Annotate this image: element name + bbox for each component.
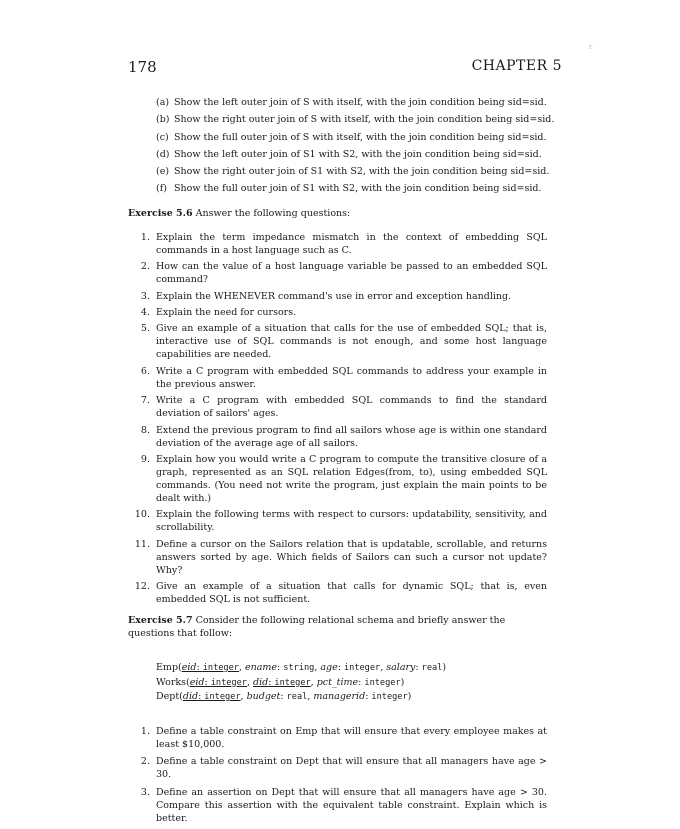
exercise-intro: Consider the following relational schema and briefly answer the questions that follow: <box>128 615 506 640</box>
schema-relation: Dept(did: integer, budget: real, managerid: integer) <box>156 691 412 703</box>
question-number: 1. <box>140 231 150 243</box>
field-name: managerid <box>313 691 366 703</box>
subpart-list <box>128 96 555 200</box>
subpart-text: Show the left outer join of S1 with S2, with the join condition being sid=sid. <box>174 148 542 160</box>
field-name: age <box>320 662 338 674</box>
field-name: did <box>252 676 269 688</box>
subpart-text: Show the full outer join of S with itself, with the join condition being sid=sid. <box>174 131 547 143</box>
subpart-item <box>156 182 547 199</box>
page-content <box>128 96 555 829</box>
field-type: integer <box>274 677 311 688</box>
schema-field: age: integer <box>320 662 381 674</box>
question-item <box>128 290 547 303</box>
question-text: Give an example of a situation that calls for the use of embedded SQL; that is, interactive use of SQL commands is not enough, and some host language capabilities are needed. <box>156 323 547 361</box>
field-type: real <box>286 692 308 703</box>
question-text: Explain how you would write a C program to compute the transitive closure of a graph, represented as an SQL relation Edges(from, to), using embedded SQL commands. (You need not write the program, just explain the main points to be dealt with.) <box>156 453 547 504</box>
schema-relation: Works(eid: integer, did: integer, pct_time: integer) <box>156 676 405 688</box>
subpart-item <box>156 113 555 130</box>
field-type: real <box>421 663 443 674</box>
subpart-item <box>156 165 550 182</box>
field-name: ename <box>245 662 278 674</box>
question-item <box>128 322 547 361</box>
schema-relation: Emp(eid: integer, ename: string, age: integer, salary: real) <box>156 662 447 674</box>
subpart-label: (b) <box>156 114 170 126</box>
question-number: 3. <box>140 290 150 302</box>
page-header <box>128 58 562 78</box>
field-name: salary <box>386 662 416 674</box>
question-number: 2. <box>140 756 150 768</box>
relation-name: Works <box>156 676 187 688</box>
question-text: Write a C program with embedded SQL commands to find the standard deviation of sailors' ages. <box>156 395 547 420</box>
schema-field: eid: integer <box>181 662 239 674</box>
exercise-5-7 <box>128 614 547 825</box>
question-item <box>128 306 547 319</box>
subpart-text: Show the right outer join of S1 with S2, with the join condition being sid=sid. <box>174 166 550 178</box>
chapter-heading: CHAPTER 5 <box>471 58 562 74</box>
question-number: 6. <box>140 365 150 377</box>
subpart-label: (d) <box>156 148 170 160</box>
question-number: 11. <box>134 538 150 550</box>
question-text: How can the value of a host language variable be passed to an embedded SQL command? <box>156 261 547 286</box>
schema-field: salary: real <box>386 662 443 674</box>
question-item <box>128 786 547 825</box>
question-number: 3. <box>140 786 150 798</box>
question-text: Explain the WHENEVER command's use in error and exception handling. <box>156 290 512 302</box>
question-number: 1. <box>140 725 150 737</box>
field-type: integer <box>371 692 408 703</box>
schema-field: did: integer <box>182 691 241 703</box>
question-number: 4. <box>140 306 150 318</box>
question-text: Explain the need for cursors. <box>156 306 297 318</box>
subpart-label: (f) <box>156 183 167 195</box>
question-item <box>128 453 547 505</box>
field-name: eid <box>189 676 205 688</box>
question-number: 12. <box>134 581 150 593</box>
schema-field: budget: real <box>246 691 308 703</box>
subpart-text: Show the right outer join of S with itself, with the join condition being sid=sid. <box>174 114 555 126</box>
subpart-item <box>156 131 547 148</box>
field-type: integer <box>202 663 239 674</box>
question-item <box>128 508 547 534</box>
field-type: string <box>283 663 315 674</box>
exercise-5-6 <box>128 207 547 606</box>
schema-field: managerid: integer <box>313 691 408 703</box>
question-item <box>128 365 547 391</box>
question-list <box>128 725 547 825</box>
exercise-title: Exercise 5.6 <box>128 207 193 219</box>
field-name: eid <box>181 662 197 674</box>
question-number: 8. <box>140 424 150 436</box>
relation-name: Dept <box>156 691 180 703</box>
question-number: 10. <box>134 509 150 521</box>
subpart-label: (c) <box>156 131 169 143</box>
question-number: 5. <box>140 323 150 335</box>
question-text: Define a table constraint on Dept that will ensure that all managers have age > 30. <box>156 756 547 781</box>
question-number: 2. <box>140 261 150 273</box>
relational-schema <box>156 661 547 705</box>
question-item <box>128 394 547 420</box>
schema-field: pct_time: integer <box>316 676 401 688</box>
question-item <box>128 260 547 286</box>
field-type: integer <box>343 663 381 674</box>
question-item <box>128 424 547 450</box>
page-number: 178 <box>128 58 157 76</box>
field-name: did <box>182 691 199 703</box>
question-text: Extend the previous program to find all sailors whose age is within one standard deviation of the average age of all sailors. <box>156 424 547 449</box>
schema-field: eid: integer <box>189 676 247 688</box>
question-text: Explain the term impedance mismatch in the context of embedding SQL commands in a host language such as C. <box>156 231 547 256</box>
question-item <box>128 580 547 606</box>
field-name: pct_time <box>316 676 359 688</box>
field-type: integer <box>204 692 241 703</box>
scan-speck: r <box>589 43 593 51</box>
schema-field: did: integer <box>252 676 311 688</box>
exercise-title: Exercise 5.7 <box>128 615 193 627</box>
question-text: Write a C program with embedded SQL commands to address your example in the previous answer. <box>156 365 547 390</box>
question-text: Define a cursor on the Sailors relation that is updatable, scrollable, and returns answers sorted by age. Which fields of Sailors can such a cursor not update? Why? <box>156 538 547 576</box>
question-text: Define a table constraint on Emp that will ensure that every employee makes at least $10,000. <box>156 725 547 750</box>
question-text: Define an assertion on Dept that will ensure that all managers have age > 30. Compare this assertion with the equivalent table constraint. Explain which is better. <box>156 786 547 824</box>
question-text: Give an example of a situation that calls for dynamic SQL; that is, even embedded SQL is not sufficient. <box>156 581 547 606</box>
question-item <box>128 538 547 577</box>
subpart-item <box>156 148 547 165</box>
exercise-intro: Answer the following questions: <box>195 207 351 219</box>
question-item <box>128 755 547 781</box>
subpart-item <box>156 96 547 113</box>
field-type: integer <box>210 677 247 688</box>
subpart-label: (e) <box>156 166 170 178</box>
question-item <box>128 725 547 751</box>
schema-field: ename: string <box>245 662 315 674</box>
question-item <box>128 231 547 257</box>
subpart-text: Show the full outer join of S1 with S2, with the join condition being sid=sid. <box>174 183 542 195</box>
question-number: 9. <box>140 453 150 465</box>
subpart-text: Show the left outer join of S with itself, with the join condition being sid=sid. <box>174 97 547 108</box>
question-number: 7. <box>140 395 150 407</box>
relation-name: Emp <box>156 662 179 674</box>
question-text: Explain the following terms with respect to cursors: updatability, sensitivity, and scrollability. <box>156 509 547 534</box>
question-list <box>128 231 547 606</box>
field-name: budget <box>246 691 281 703</box>
field-type: integer <box>364 677 401 688</box>
subpart-label: (a) <box>156 97 170 108</box>
